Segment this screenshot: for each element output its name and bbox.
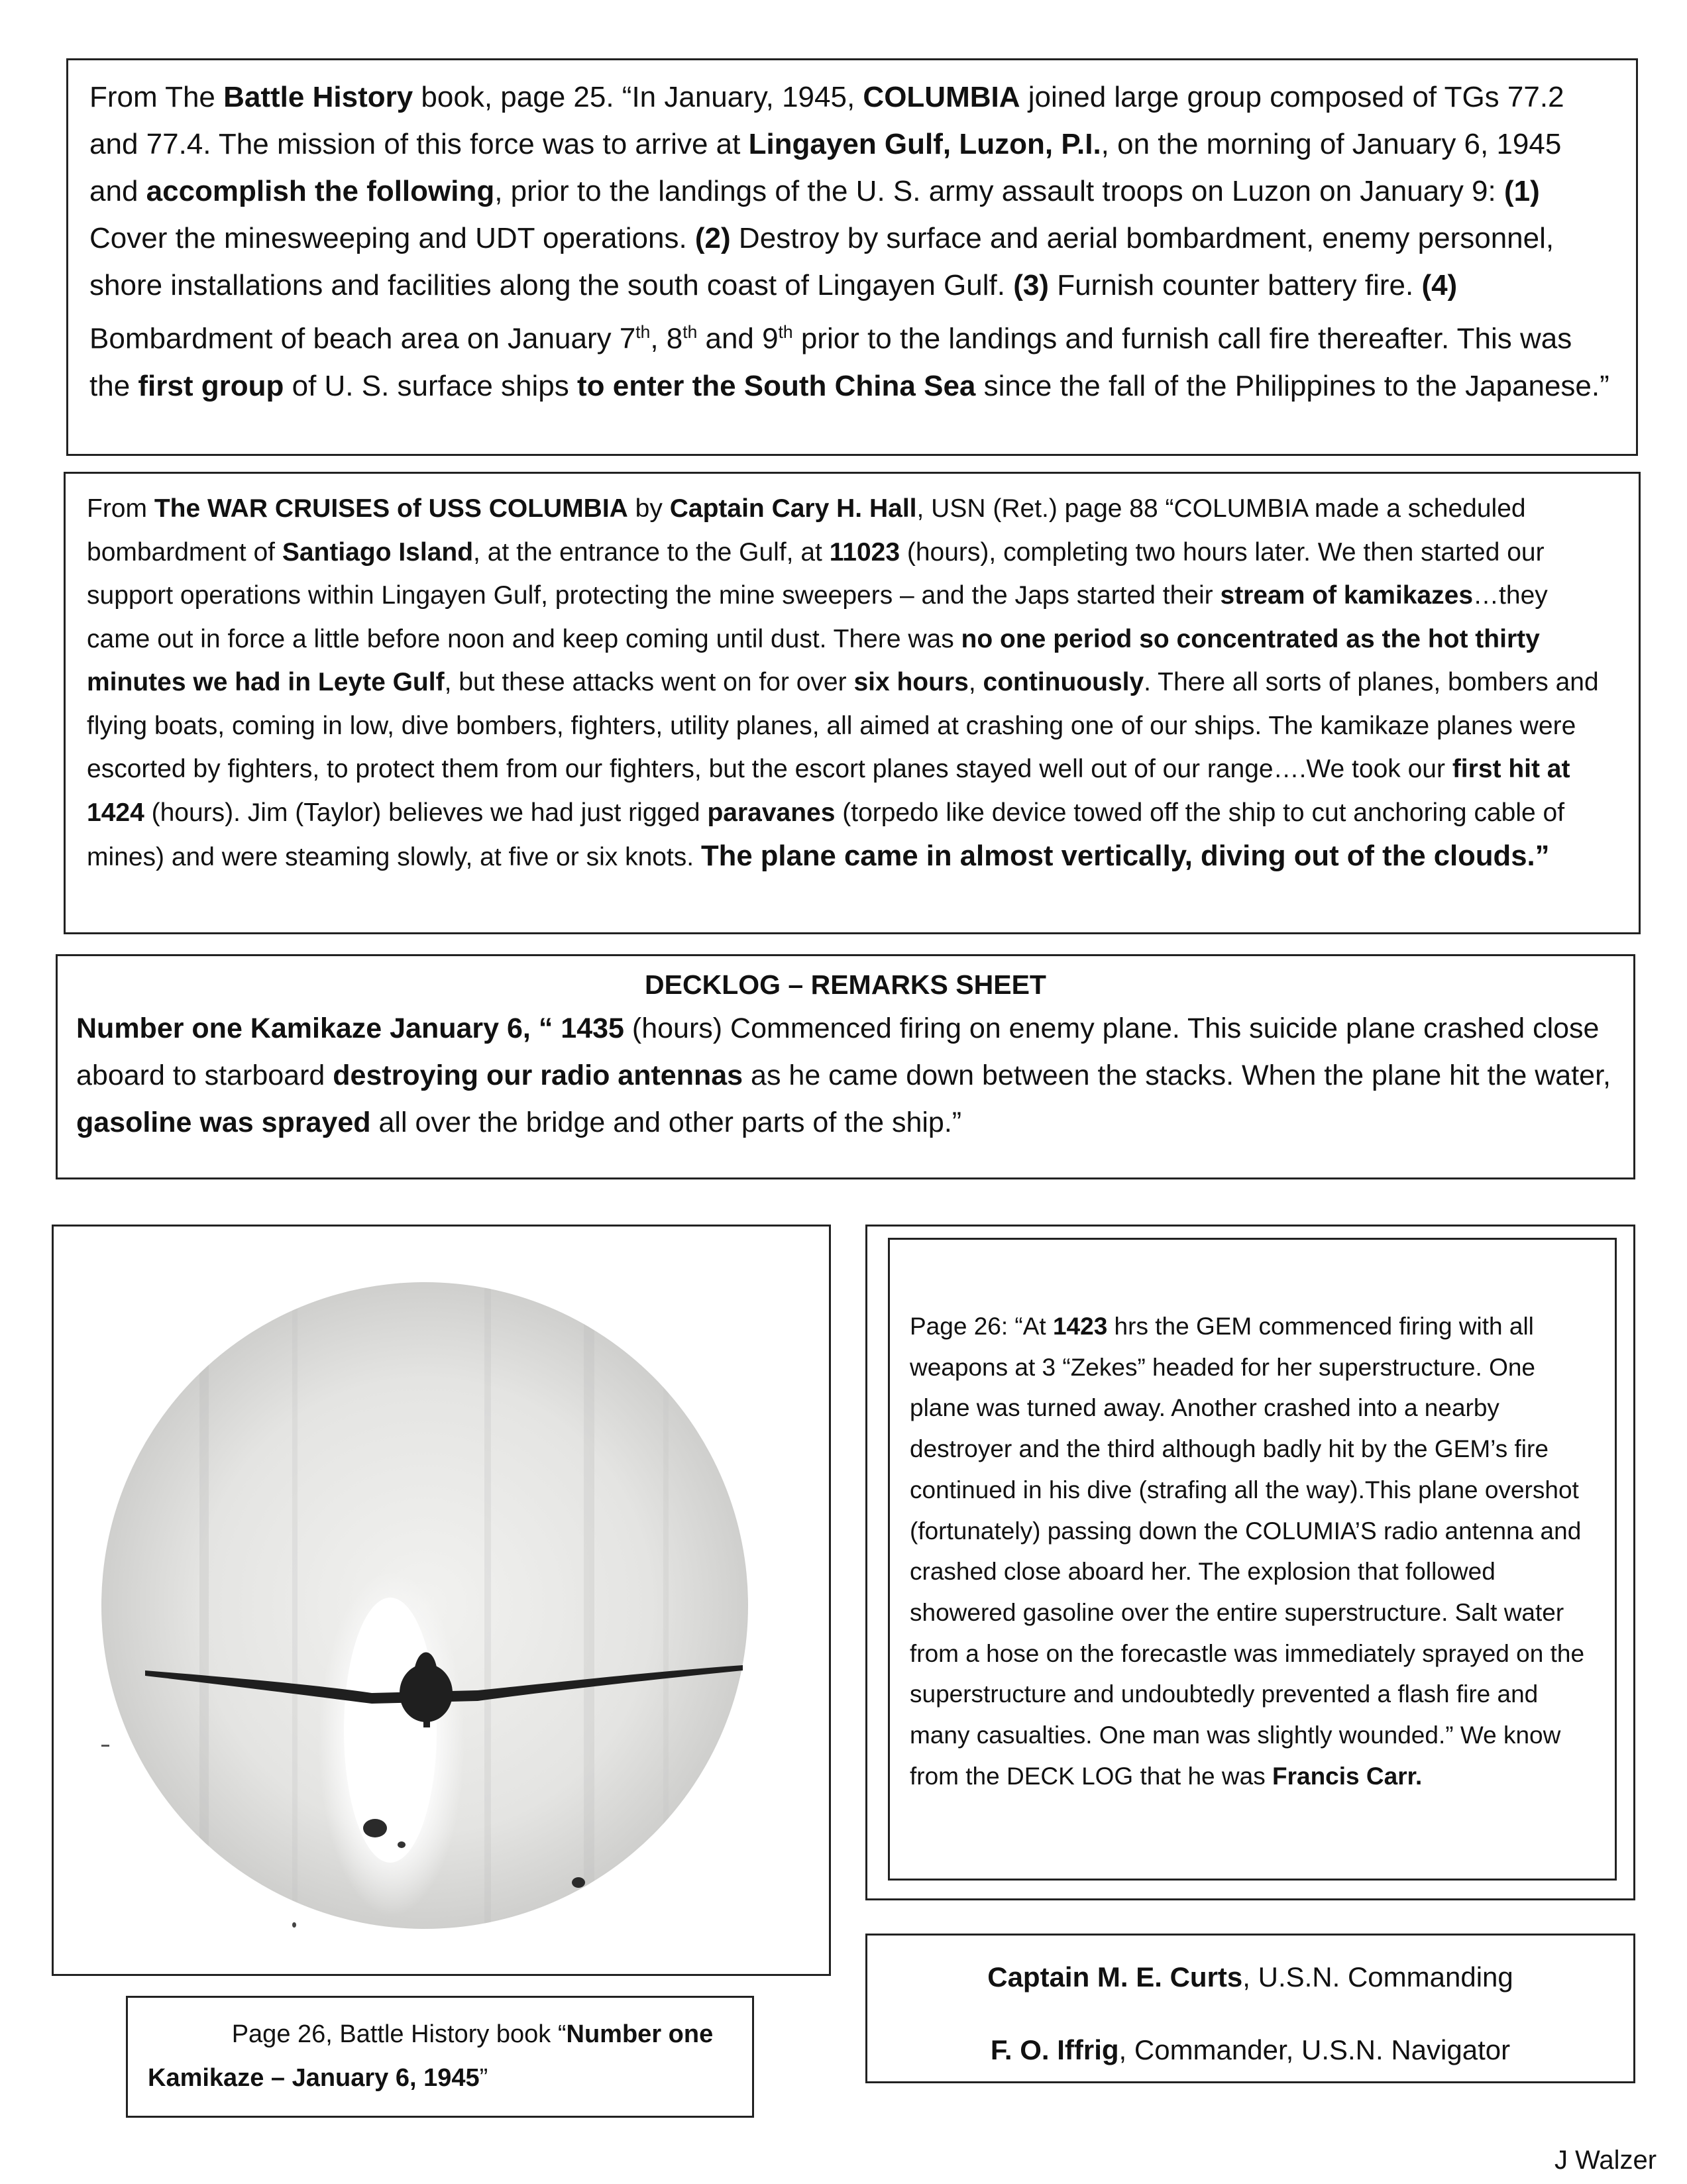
officers-box (865, 1934, 1635, 2083)
photo-caption-box (126, 1996, 754, 2118)
battle-history-quote-box (66, 58, 1638, 456)
decklog-remarks-box (56, 954, 1635, 1179)
navigator-title: , Commander, U.S.N. Navigator (1118, 2034, 1511, 2065)
captain-title: , U.S.N. Commanding (1242, 1961, 1513, 1993)
navigator-name: F. O. Iffrig (990, 2034, 1119, 2065)
captain-line (881, 1958, 1620, 1996)
page26-quote-text: Page 26: “At 1423 hrs the GEM commenced firing with all weapons at 3 “Zekes” headed for her superstructure. One plane was turned away. Another crashed into a nearby destroyer and the third although badly hit by the GEM’s fire continued in his dive (strafing all the way).This plane overshot (fortunately) passing down the COLUMIA’S radio antenna and crashed close aboard her. The explosion that followed showered gasoline over the entire superstructure. Salt water from a hose on the forecastle was immediately sprayed on the superstructure and undoubtedly prevented a flash fire and many casualties. One man was slightly wounded.” We know from the DECK LOG that he was Francis Carr. (910, 1313, 1585, 1790)
decklog-text: Number one Kamikaze January 6, “ 1435 (hours) Commenced firing on enemy plane. This suicide plane crashed close aboard to starboard destroying our radio antennas as he came down between the stacks. When the plane hit the water, gasoline was sprayed all over the bridge and other parts of the ship.” (76, 1012, 1611, 1138)
battle-history-quote-text: From The Battle History book, page 25. “In January, 1945, COLUMBIA joined large group composed of TGs 77.2 and 77.4. The mission of this force was to arrive at Lingayen Gulf, Luzon, P.I., on the morning of January 6, 1945 and accomplish the following, prior to the landings of the U. S. army assault troops on Luzon on January 9: (1) Cover the minesweeping and UDT operations. (2) Destroy by surface and aerial bombardment, enemy personnel, shore installations and facilities along the south coast of Lingayen Gulf. (3) Furnish counter battery fire. (4) Bombardment of beach area on January 7th, 8th and 9th prior to the landings and furnish call fire thereafter. This was the first group of U. S. surface ships to enter the South China Sea since the fall of the Philippines to the Japanese.” (89, 81, 1609, 402)
author-credit: J Walzer (1554, 2146, 1657, 2175)
war-cruises-quote-text: From The WAR CRUISES of USS COLUMBIA by Captain Cary H. Hall, USN (Ret.) page 88 “COLUMBIA made a scheduled bombardment of Santiago Island, at the entrance to the Gulf, at 11023 (hours), completing two hours later. We then started our support operations within Lingayen Gulf, protecting the mine sweepers – and the Japs started their stream of kamikazes…they came out in force a little before noon and keep coming until dust. There was no one period so concentrated as the hot thirty minutes we had in Leyte Gulf, but these attacks went on for over six hours, continuously. There all sorts of planes, bombers and flying boats, coming in low, dive bombers, fighters, utility planes, all aimed at crashing one of our ships. The kamikaze planes were escorted by fighters, to protect them from our fighters, but the escort planes stayed well out of our range….We took our first hit at 1424 (hours). Jim (Taylor) believes we had just rigged paravanes (torpedo like device towed off the ship to cut anchoring cable of mines) and were steaming slowly, at five or six knots. The plane came in almost vertically, diving out of the clouds.” (87, 494, 1599, 872)
decklog-heading: DECKLOG – REMARKS SHEET (645, 969, 1046, 1000)
captain-name: Captain M. E. Curts (987, 1961, 1243, 1993)
photo-caption-text: Page 26, Battle History book “Number one Kamikaze – January 6, 1945” (148, 2020, 720, 2092)
kamikaze-plane-photo (80, 1253, 806, 1951)
page26-quote-box (888, 1238, 1617, 1881)
navigator-line (881, 2031, 1620, 2069)
kamikaze-photo-frame (52, 1225, 831, 1976)
war-cruises-quote-box (64, 472, 1641, 934)
